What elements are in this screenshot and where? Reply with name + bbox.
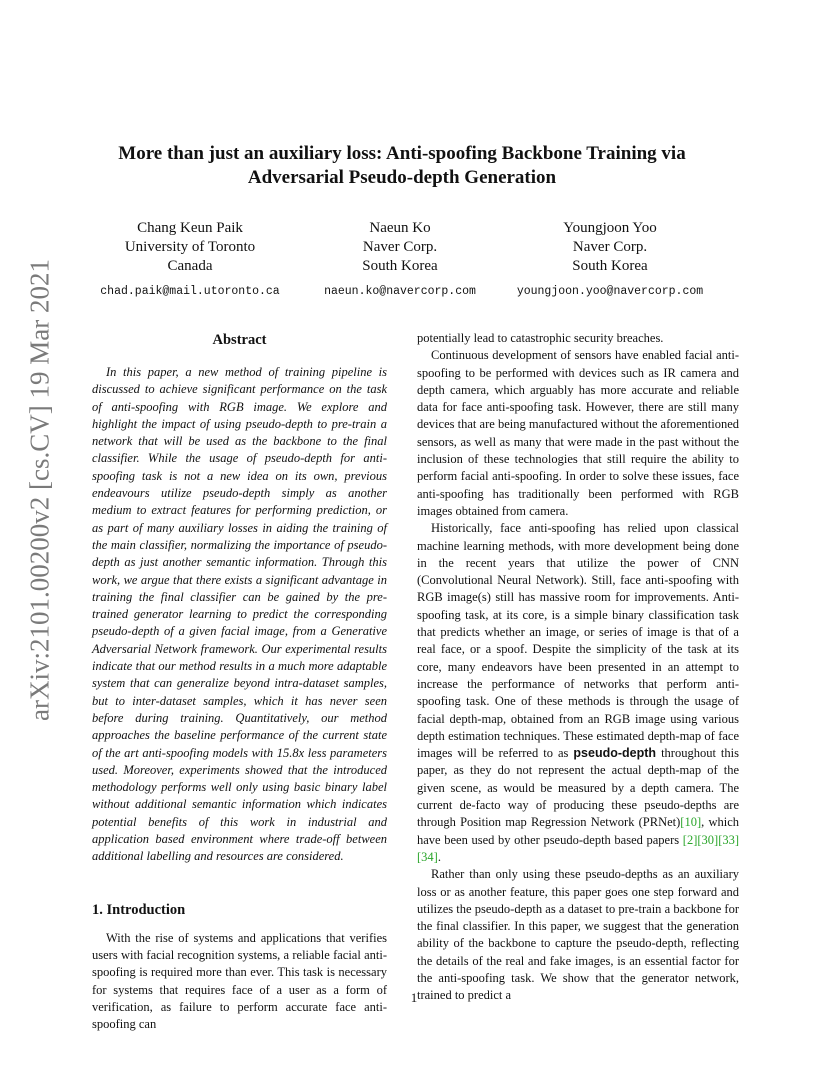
paragraph-text: Historically, face anti-spoofing has relied upon classical machine learning methods, with more development being done in the recent years that utilize the power of CNN (Convolutional Neural Network). Still, face anti-spoofing with RGB image(s) still has massive room for improvements. Anti-spoofing task, at its core, is a simple binary classification task that predicts whether an image, or series of image is that of a real face, or a spoof. Despite the simplicity of the task at its core, many endeavors have been presented in an attempt to increase the performance of networks that perform anti-spoofing task. One of these methods is through the usage of facial depth-map, obtained from an RGB image using various depth estimation techniques. These estimated depth-map of face images will be referred to as	[417, 521, 739, 761]
citation-link[interactable]: [34]	[417, 849, 438, 864]
citation-link[interactable]: [2]	[682, 832, 698, 847]
term-pseudo-depth: pseudo-depth	[573, 746, 657, 761]
citation-link[interactable]: [33]	[718, 832, 740, 847]
citation-link[interactable]: [30]	[697, 832, 719, 847]
arxiv-identifier-wrap	[18, 259, 62, 721]
author-country: Canada	[167, 258, 213, 274]
author-name: Youngjoon Yoo	[563, 220, 657, 236]
citation-link[interactable]: [10]	[680, 815, 702, 830]
author-block-1	[90, 219, 290, 301]
arxiv-identifier: arXiv:2101.00200v2 [cs.CV] 19 Mar 2021	[24, 259, 55, 721]
section-heading-introduction: 1. Introduction	[92, 901, 186, 918]
abstract-heading: Abstract	[212, 332, 267, 348]
intro-paragraph-4: Rather than only using these pseudo-depths as an auxiliary loss or as another feature, this paper goes one step forward and utilizes the pseudo-depth as a dataset to pre-train a backbone for the final classifier. In this paper, we suggest that the generation ability of the backbone to capture the pseudo-depth, reflecting the details of the real and fake images, is an essential factor for the anti-spoofing task. We show that the generator network, trained to predict a	[417, 867, 739, 1003]
paragraph-text: , which have been used by other pseudo-depth based papers	[417, 815, 739, 847]
left-column	[92, 330, 387, 1033]
author-country: South Korea	[572, 258, 648, 274]
paragraph-text: throughout this paper, as they do not represent the actual depth-map of the given scene, as would be measured by a depth camera. The current de-facto way of producing these pseudo-depths are through Position map Regression Network (PRNet)	[417, 746, 739, 830]
author-name: Naeun Ko	[369, 220, 431, 236]
author-email[interactable]: naeun.ko@navercorp.com	[324, 285, 476, 298]
paper-title: More than just an auxiliary loss: Anti-spoofing Backbone Training via Adversarial Pseudo-depth Generation	[118, 143, 686, 188]
author-affiliation: Naver Corp.	[572, 239, 648, 255]
right-column	[417, 330, 739, 1005]
author-email[interactable]: youngjoon.yoo@navercorp.com	[516, 285, 704, 298]
author-country: South Korea	[362, 258, 438, 274]
author-block-3	[510, 219, 710, 301]
author-affiliation: Naver Corp.	[362, 239, 438, 255]
page-number: 1	[410, 990, 418, 1005]
intro-paragraph-3	[417, 520, 739, 866]
author-name: Chang Keun Paik	[137, 220, 243, 236]
author-block-2	[315, 219, 485, 301]
continued-paragraph: potentially lead to catastrophic security breaches.	[417, 331, 664, 345]
intro-paragraph-1: With the rise of systems and applications that verifies users with facial recognition systems, a reliable facial anti-spoofing is required more than ever. This task is necessary for systems that requires face of a user as a form of verification, as failure to perform accurate face anti-spoofing can	[92, 930, 387, 1032]
author-affiliation: University of Toronto	[124, 239, 256, 255]
author-email[interactable]: chad.paik@mail.utoronto.ca	[100, 285, 280, 298]
intro-paragraph-2: Continuous development of sensors have enabled facial anti-spoofing to be performed with devices such as IR camera and depth camera, which arguably has more accurate and reliable data for face anti-spoofing task. However, there are still many devices that are being manufactured without the aforementioned sensors, as well as many that were made in the past without the inclusion of these technologies that still require the ability to perform facial anti-spoofing. In order to solve these issues, face anti-spoofing has traditionally been performed with RGB images obtained from camera.	[417, 348, 739, 518]
paragraph-text: .	[437, 849, 441, 864]
abstract-text: In this paper, a new method of training pipeline is discussed to achieve significant performance on the task of anti-spoofing with RGB image. We explore and highlight the impact of using pseudo-depth to pre-train a network that will be used as the backbone to the final classifier. While the usage of pseudo-depth for anti-spoofing task is not a new idea on its own, previous endeavours utilize pseudo-depth simply as another medium to extract features for performing prediction, or as part of many auxiliary losses in aiding the training of the main classifier, normalizing the importance of pseudo-depth as just another semantic information. Through this work, we argue that there exists a significant advantage in training the final classifier can be gained by the pre-trained generator learning to predict the corresponding pseudo-depth of a given facial image, from a Generative Adversarial Network framework. Our experimental results indicate that our method results in a much more adaptable system that can generalize beyond intra-dataset samples, but to inter-dataset samples, which it has never seen before during training. Quantitatively, our method approaches the baseline performance of the current state of the art anti-spoofing models with 15.8x less parameters used. Moreover, experiments showed that the introduced methodology performs well only using basic binary label without additional semantic information which indicates potential benefits of this work in industrial and application based environment where trade-off between additional labelling and resources are considered.	[92, 365, 387, 864]
